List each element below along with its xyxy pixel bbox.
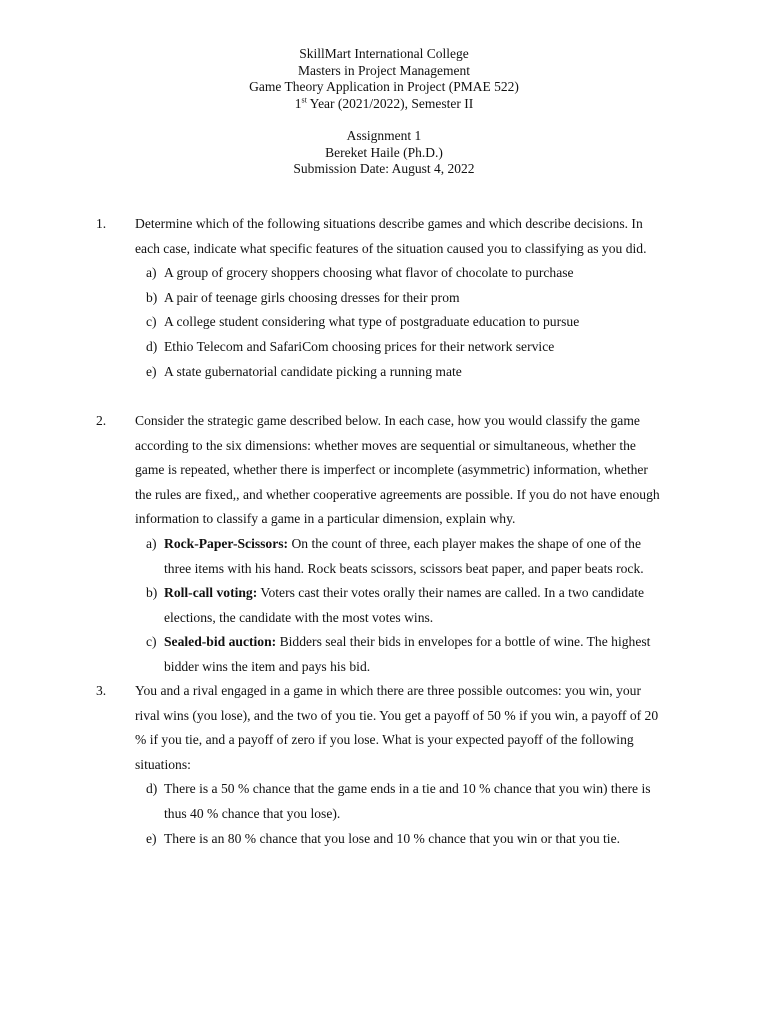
question-text: You and a rival engaged in a game in which there are three possible outcomes: you win, your rival wins (you lose), and the two of you tie. You get a payoff of 50 % if you win, a payoff of 20 % if you tie, and a payoff of zero if you lose. What is your expected payoff of the following situations: bbox=[135, 683, 659, 772]
year-superscript: st bbox=[301, 95, 307, 104]
list-item bbox=[135, 581, 661, 630]
course-title: Game Theory Application in Project (PMAE 522) bbox=[249, 79, 519, 94]
sub-question-list bbox=[135, 777, 661, 851]
question-number: 1. bbox=[96, 216, 107, 231]
question-2 bbox=[0, 409, 768, 680]
item-text: A state gubernatorial candidate picking a running mate bbox=[164, 363, 462, 379]
question-number: 3. bbox=[96, 683, 107, 698]
sub-question-list bbox=[135, 532, 661, 680]
item-label: a) bbox=[146, 535, 157, 551]
item-text: Ethio Telecom and SafariCom choosing prices for their network service bbox=[164, 338, 555, 354]
list-item bbox=[135, 827, 661, 852]
item-title: Sealed-bid auction: bbox=[164, 634, 277, 650]
year-text: Year (2021/2022), Semester II bbox=[306, 95, 474, 111]
list-item bbox=[135, 261, 661, 286]
list-item bbox=[135, 286, 661, 311]
submission-date: Submission Date: August 4, 2022 bbox=[293, 161, 475, 176]
assignment-title: Assignment 1 bbox=[346, 128, 422, 143]
item-title: Rock-Paper-Scissors: bbox=[164, 535, 289, 551]
sub-question-list bbox=[135, 261, 661, 384]
academic-year bbox=[0, 96, 768, 113]
list-item bbox=[135, 777, 661, 826]
college-name: SkillMart International College bbox=[299, 46, 469, 61]
item-text: Voters cast their votes orally their names are called. In a two candidate elections, the candidate with the most votes wins. bbox=[164, 585, 645, 625]
item-text: There is a 50 % chance that the game ends in a tie and 10 % chance that you win) there is thus 40 % chance that you lose). bbox=[164, 781, 651, 821]
list-item bbox=[135, 310, 661, 335]
list-item bbox=[135, 360, 661, 385]
list-item bbox=[135, 335, 661, 360]
item-label: d) bbox=[146, 781, 158, 797]
item-text: On the count of three, each player makes the shape of one of the three items with his hand. Rock beats scissors, scissors beat paper, and paper beats rock. bbox=[164, 535, 644, 576]
year-number: 1 bbox=[294, 95, 302, 111]
program-name: Masters in Project Management bbox=[297, 62, 471, 78]
item-text: A pair of teenage girls choosing dresses for their prom bbox=[164, 289, 460, 305]
item-text: Bidders seal their bids in envelopes for a bottle of wine. The highest bidder wins the item and pays his bid. bbox=[164, 634, 651, 674]
question-1 bbox=[0, 212, 768, 384]
item-label: e) bbox=[146, 363, 157, 379]
list-item bbox=[135, 532, 661, 581]
item-text: There is an 80 % chance that you lose and 10 % chance that you win or that you tie. bbox=[164, 830, 621, 846]
item-label: b) bbox=[146, 289, 158, 305]
item-title: Roll-call voting: bbox=[164, 585, 258, 601]
question-3 bbox=[0, 679, 768, 851]
item-text: A college student considering what type of postgraduate education to pursue bbox=[164, 314, 580, 330]
question-number: 2. bbox=[96, 413, 107, 428]
list-item bbox=[135, 630, 661, 679]
item-label: d) bbox=[146, 338, 158, 354]
document-header bbox=[0, 46, 768, 178]
instructor-name: Bereket Haile (Ph.D.) bbox=[325, 144, 443, 160]
item-text: A group of grocery shoppers choosing what flavor of chocolate to purchase bbox=[164, 265, 574, 281]
item-label: c) bbox=[146, 634, 157, 650]
item-label: c) bbox=[146, 314, 157, 330]
question-text: Consider the strategic game described below. In each case, how you would classify the game according to the six dimensions: whether moves are sequential or simultaneous, whether the game is repeated, whether there is imperfect or incomplete (asymmetric) information, whether the rules are fixed,, and whether cooperative agreements are possible. If you do not have enough information to classify a game in a particular dimension, explain why. bbox=[135, 413, 660, 527]
question-text: Determine which of the following situations describe games and which describe decisions. In each case, indicate what specific features of the situation caused you to classifying as you did. bbox=[135, 216, 647, 256]
item-label: b) bbox=[146, 585, 158, 601]
item-label: a) bbox=[146, 265, 157, 281]
item-label: e) bbox=[146, 830, 157, 846]
